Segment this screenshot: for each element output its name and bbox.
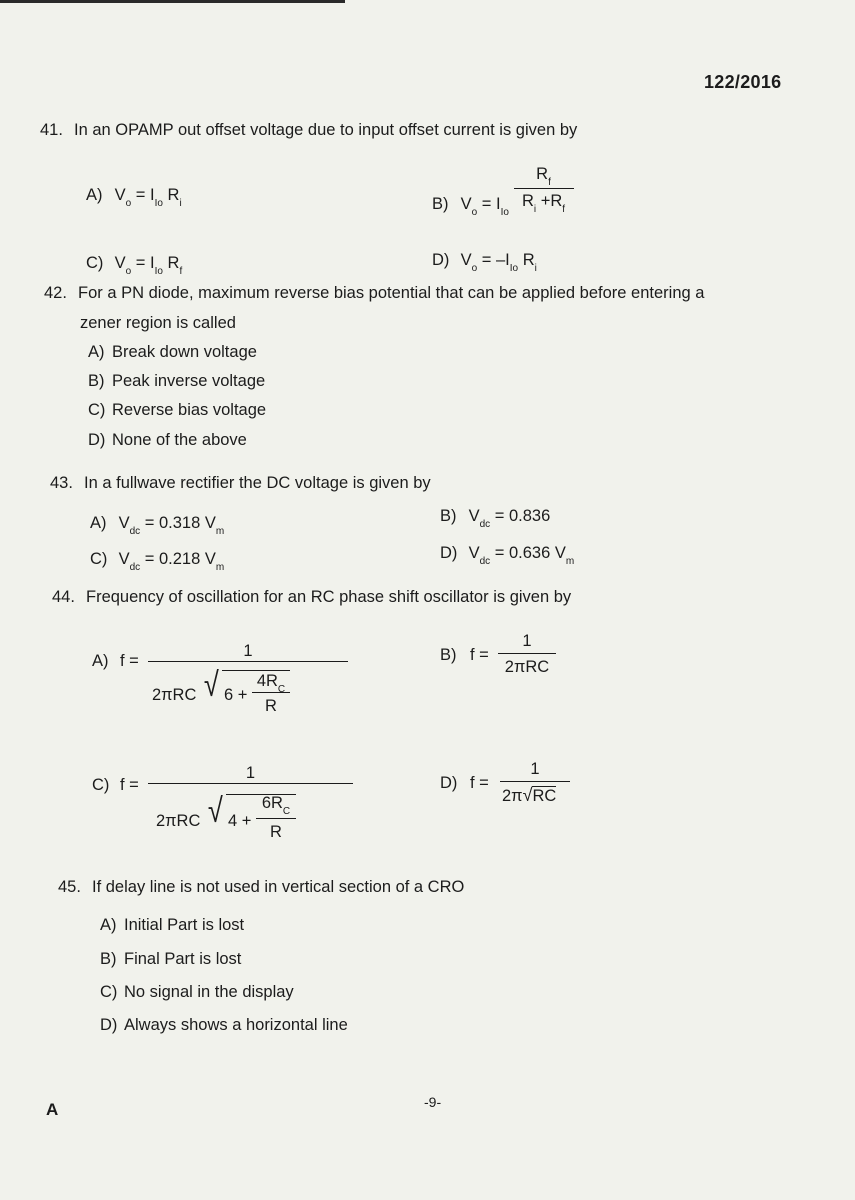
radicand: RC [532,787,557,805]
radical-sign: √ [203,666,219,704]
lhs [460,195,514,219]
value: = 0.836 [494,507,551,525]
value: = 0.218 V [144,550,216,568]
inner-denominator: R [270,823,282,841]
denominator-2pirc: 2πRC [152,686,197,704]
option-text: Always shows a horizontal line [124,1016,348,1034]
equals-i: = I [481,195,501,214]
option-41-a [86,184,182,209]
option-label: A) [100,916,117,934]
option-label: C) [90,550,108,568]
option-label: C) [100,983,118,1001]
option-text: Peak inverse voltage [112,372,266,390]
sub-o: o [471,263,478,274]
sub-o: o [125,266,132,277]
question-43 [50,472,431,494]
sub-o: o [471,207,478,219]
option-43-a [90,512,224,537]
sub-i: i [179,198,182,209]
option-label: B) [432,195,449,214]
option-label: C) [88,401,106,419]
inner-num-text: 6R [261,794,283,812]
sub-io: Io [154,266,163,277]
inner-denominator: R [265,697,277,715]
option-42-b [88,370,265,392]
f-equals: f = [120,776,139,794]
question-number: 41. [40,121,63,139]
sub-m: m [215,562,225,573]
option-label: C) [92,776,110,794]
fraction-bar [498,653,556,654]
option-text: Reverse bias voltage [112,401,267,419]
question-text: Frequency of oscillation for an RC phase shift oscillator is given by [86,588,572,606]
sub-dc: dc [129,562,141,573]
value: = 0.636 V [494,544,566,562]
paper-code: 122/2016 [704,72,782,92]
question-44 [52,586,571,608]
question-number: 43. [50,474,73,492]
fraction-bar [148,661,348,662]
scan-edge-line [0,0,345,3]
symbol-r: R [167,254,180,272]
sub-m: m [215,526,225,537]
radicand-term: 6 + [224,686,248,704]
page-number: -9- [424,1094,442,1110]
option-41-c [86,252,182,277]
option-label: A) [90,514,107,532]
radical-sign: √ [207,792,223,830]
sub-dc: dc [479,519,491,530]
inner-fraction-bar [252,692,290,693]
sub-c: C [282,806,291,817]
equals-minus-i: = –I [481,251,510,269]
option-41-d [432,249,537,274]
symbol-r: R [522,251,535,269]
option-label: A) [88,343,105,361]
fraction-bar [500,781,570,782]
equals-i: = I [135,186,155,204]
question-number: 44. [52,588,75,606]
option-45-b [100,948,241,970]
symbol-v: V [468,544,480,562]
option-43-b [440,505,550,530]
symbol-r: R [167,186,180,204]
option-label: D) [440,544,458,562]
option-label: B) [440,507,457,525]
numerator: 1 [522,632,532,650]
option-label: A) [86,186,103,204]
option-42-c [88,399,266,421]
value: = 0.318 V [144,514,216,532]
denominator: 2πRC [504,658,550,676]
denominator [514,188,574,215]
sub-io: Io [154,198,163,209]
sub-f: f [548,177,551,188]
numerator [514,163,574,188]
question-number: 42. [44,284,67,302]
option-label: B) [440,646,457,664]
option-label: C) [86,254,104,272]
radical-sign: √ [522,785,533,805]
option-text: Final Part is lost [124,950,242,968]
option-41-b [432,163,574,219]
symbol-v: V [460,251,472,269]
fraction [514,163,574,215]
sub-o: o [125,198,132,209]
question-45 [58,876,464,898]
question-text: In a fullwave rectifier the DC voltage is given by [84,474,431,492]
symbol-v: V [118,550,130,568]
symbol-v: V [114,254,126,272]
inner-num-text: 4R [256,672,278,690]
radicand-term: 4 + [228,812,252,830]
option-43-d [440,542,574,567]
denominator-2pirc: 2πRC [156,812,201,830]
option-label: D) [100,1016,118,1034]
option-42-a [88,341,257,363]
option-45-a [100,914,244,936]
question-41 [40,119,577,141]
f-equals: f = [120,652,139,670]
sub-io: Io [509,263,519,274]
option-45-d [100,1014,348,1036]
denominator-2pi: 2π [502,787,523,805]
option-43-c [90,548,224,573]
symbol-v: V [460,195,472,214]
question-42 [44,282,704,304]
option-label: B) [88,372,105,390]
option-label: D) [88,431,106,449]
numerator: 1 [243,642,253,660]
symbol-r: R [536,165,549,183]
sub-m: m [565,556,575,567]
option-42-d [88,429,247,451]
sub-c: C [277,684,286,695]
symbol-v: V [118,514,130,532]
option-text: No signal in the display [124,983,294,1001]
question-number: 45. [58,878,81,896]
f-equals: f = [470,774,489,792]
option-label: D) [432,251,450,269]
plus-r: +R [540,192,563,210]
fraction-bar [148,783,353,784]
option-text: Break down voltage [112,343,257,361]
symbol-r: R [521,192,534,210]
numerator: 1 [530,760,540,778]
sub-dc: dc [129,526,141,537]
sub-f: f [179,266,183,277]
symbol-v: V [468,507,480,525]
question-text: If delay line is not used in vertical section of a CRO [92,878,465,896]
numerator: 1 [245,764,256,782]
option-text: Initial Part is lost [124,916,245,934]
series-letter: A [46,1100,59,1119]
sub-f: f [562,204,566,215]
equals-i: = I [135,254,155,272]
option-label: D) [440,774,458,792]
option-45-c [100,981,294,1003]
sub-i: i [534,263,537,274]
f-equals: f = [470,646,489,664]
question-42-line-2: zener region is called [80,314,236,332]
option-label: A) [92,652,109,670]
question-text: In an OPAMP out offset voltage due to input offset current is given by [74,121,578,139]
question-text-line-1: For a PN diode, maximum reverse bias potential that can be applied before entering a [78,284,705,302]
sub-dc: dc [479,556,491,567]
option-label: B) [100,950,117,968]
sub-io: Io [500,207,509,219]
inner-numerator [256,792,296,817]
symbol-v: V [114,186,126,204]
option-text: None of the above [112,431,247,449]
sub-i: i [533,204,537,215]
denominator [502,784,556,807]
inner-fraction-bar [256,818,296,819]
